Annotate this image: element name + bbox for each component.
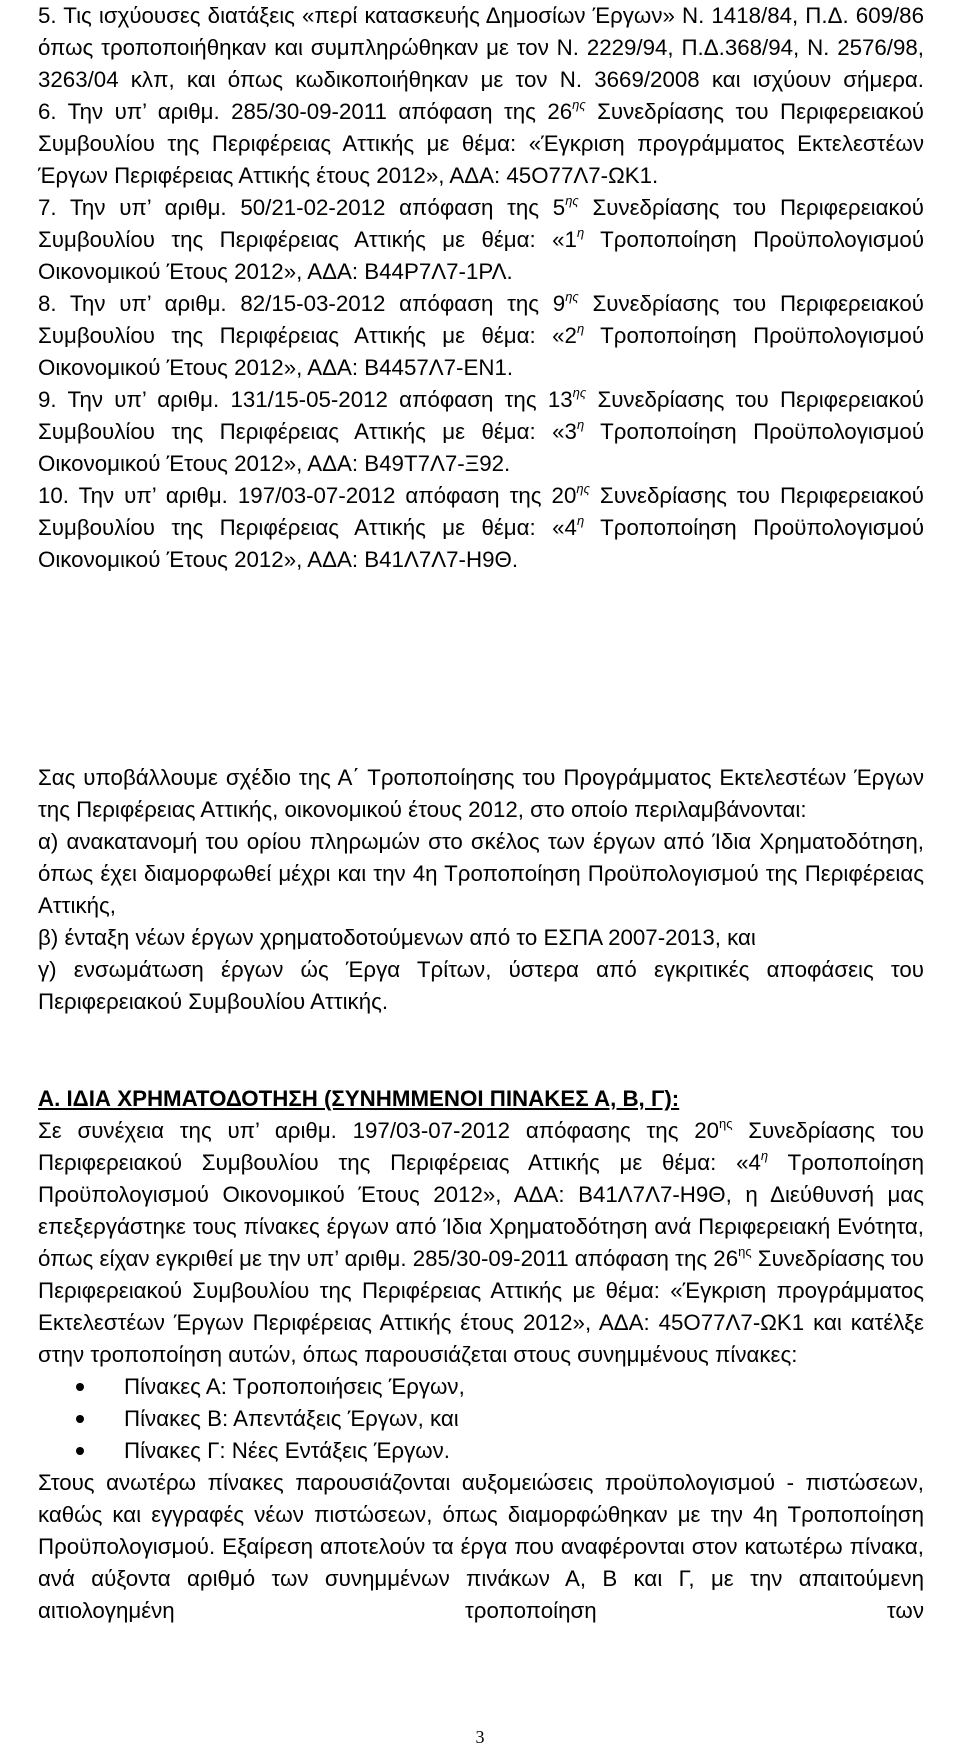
intro-paragraph: Σας υποβάλλουμε σχέδιο της Α΄ Τροποποίησης του Προγράμματος Εκτελεστέων Έργων της Περιφέρειας Αττικής, οικονομικού έτους 2012, στο οποίο περιλαμβάνονται: [38, 765, 924, 822]
section-a [38, 1083, 924, 1627]
bullet-icon [76, 1415, 84, 1423]
intro-item-a: α) ανακατανομή του ορίου πληρωμών στο σκέλος των έργων από Ίδια Χρηματοδότηση, όπως έχει διαμορφωθεί μέχρι και την 4η Τροποποίηση Προϋπολογισμού της Περιφέρειας Αττικής, [38, 829, 924, 918]
list-item-8: 8. Την υπ’ αριθμ. 82/15-03-2012 απόφαση της $9^{\eta\varsigma}$ Συνεδρίασης του Περιφερειακού Συμβουλίου της Περιφέρειας Αττικής με θέμα: «$2^\eta$ Τροποποίηση Προϋπολογισμού Οικονομικού Έτους 2012», ΑΔΑ: Β4457Λ7-ΕΝ1. [38, 288, 925, 380]
list-item: Πίνακες Α: Τροποποιήσεις Έργων, [38, 1371, 924, 1403]
tables-list [38, 1371, 924, 1467]
intro-section [38, 762, 924, 1018]
list-item: Πίνακες Γ: Νέες Εντάξεις Έργων. [38, 1435, 924, 1467]
bullet-icon [76, 1447, 84, 1455]
list-item: Πίνακες Β: Απεντάξεις Έργων, και [38, 1403, 924, 1435]
section-a-paragraph: Σε συνέχεια της υπ’ αριθμ. 197/03-07-2012 απόφασης της $20^{\eta\varsigma}$ Συνεδρίασης του Περιφερειακού Συμβουλίου της Περιφέρειας Αττικής με θέμα: «$4^\eta$ Τροποποίηση Προϋπολογισμού Οικονομικού Έτους 2012», ΑΔΑ: Β41Λ7Λ7-Η9Θ, η Διεύθυνσή μας επεξεργάστηκε τους πίνακες έργων από Ίδια Χρηματοδότηση ανά Περιφερειακή Ενότητα, όπως είχαν εγκριθεί με την υπ’ αριθμ. 285/30-09-2011 απόφαση της $26^{\eta\varsigma}$ Συνεδρίασης του Περιφερειακού Συμβουλίου της Περιφέρειας Αττικής με θέμα: «Έγκριση προγράμματος Εκτελεστέων Έργων Περιφέρειας Αττικής έτους 2012», ΑΔΑ: 45Ο77Λ7-ΩΚ1 και κατέλξε στην τροποποίηση αυτών, όπως παρουσιάζεται στους συνημμένους πίνακες: [38, 1115, 924, 1367]
list-item-9: 9. Την υπ’ αριθμ. 131/15-05-2012 απόφαση της $13^{\eta\varsigma}$ Συνεδρίασης του Περιφερειακού Συμβουλίου της Περιφέρειας Αττικής με θέμα: «$3^\eta$ Τροποποίηση Προϋπολογισμού Οικονομικού Έτους 2012», ΑΔΑ: Β49Τ7Λ7-Ξ92. [38, 384, 925, 476]
bullet-icon [76, 1383, 84, 1391]
section-a-paragraph-2: Στους ανωτέρω πίνακες παρουσιάζονται αυξομειώσεις προϋπολογισμού - πιστώσεων, καθώς και εγγραφές νέων πιστώσεων, όπως διαμορφώθηκαν με την 4η Τροποποίηση Προϋπολογισμού. Εξαίρεση αποτελούν τα έργα που αναφέρονται στον κατωτέρω πίνακα, ανά αύξοντα αριθμό των συνημμένων πινάκων Α, Β και Γ, με την απαιτούμενη αιτιολογημένη τροποποίηση των [38, 1470, 924, 1623]
intro-item-c: γ) ενσωμάτωση έργων ώς Έργα Τρίτων, ύστερα από εγκριτικές αποφάσεις του Περιφερειακού Συμβουλίου Αττικής. [38, 957, 924, 1014]
intro-item-b: β) ένταξη νέων έργων χρηματοδοτούμενων από το ΕΣΠΑ 2007-2013, και [38, 925, 756, 950]
list-item-7: 7. Την υπ’ αριθμ. 50/21-02-2012 απόφαση της $5^{\eta\varsigma}$ Συνεδρίασης του Περιφερειακού Συμβουλίου της Περιφέρειας Αττικής με θέμα: «$1^\eta$ Τροποποίηση Προϋπολογισμού Οικονομικού Έτους 2012», ΑΔΑ: Β44Ρ7Λ7-1ΡΛ. [38, 192, 925, 284]
section-a-heading: Α. ΙΔΙΑ ΧΡΗΜΑΤΟΔΟΤΗΣΗ (ΣΥΝΗΜΜΕΝΟΙ ΠΙΝΑΚΕΣ Α, Β, Γ): [38, 1086, 680, 1111]
list-item-10: 10. Την υπ’ αριθμ. 197/03-07-2012 απόφαση της $20^{\eta\varsigma}$ Συνεδρίασης του Περιφερειακού Συμβουλίου της Περιφέρειας Αττικής με θέμα: «$4^\eta$ Τροποποίηση Προϋπολογισμού Οικονομικού Έτους 2012», ΑΔΑ: Β41Λ7Λ7-Η9Θ. [38, 480, 925, 572]
numbered-list [38, 0, 924, 576]
page-number: 3 [475, 1727, 485, 1747]
list-item-6: 6. Την υπ’ αριθμ. 285/30-09-2011 απόφαση της $26^{\eta\varsigma}$ Συνεδρίασης του Περιφερειακού Συμβουλίου της Περιφέρειας Αττικής με θέμα: «Έγκριση προγράμματος Εκτελεστέων Έργων Περιφέρειας Αττικής έτους 2012», ΑΔΑ: 45Ο77Λ7-ΩΚ1. [38, 96, 924, 188]
list-item-5: 5. Τις ισχύουσες διατάξεις «περί κατασκευής Δημοσίων Έργων» Ν. 1418/84, Π.Δ. 609/86 όπως τροποποιήθηκαν και συμπληρώθηκαν με τον Ν. 2229/94, Π.Δ.368/94, Ν. 2576/98, 3263/04 κλπ, και όπως κωδικοποιήθηκαν με τον Ν. 3669/2008 και ισχύουν σήμερα. [38, 3, 924, 92]
